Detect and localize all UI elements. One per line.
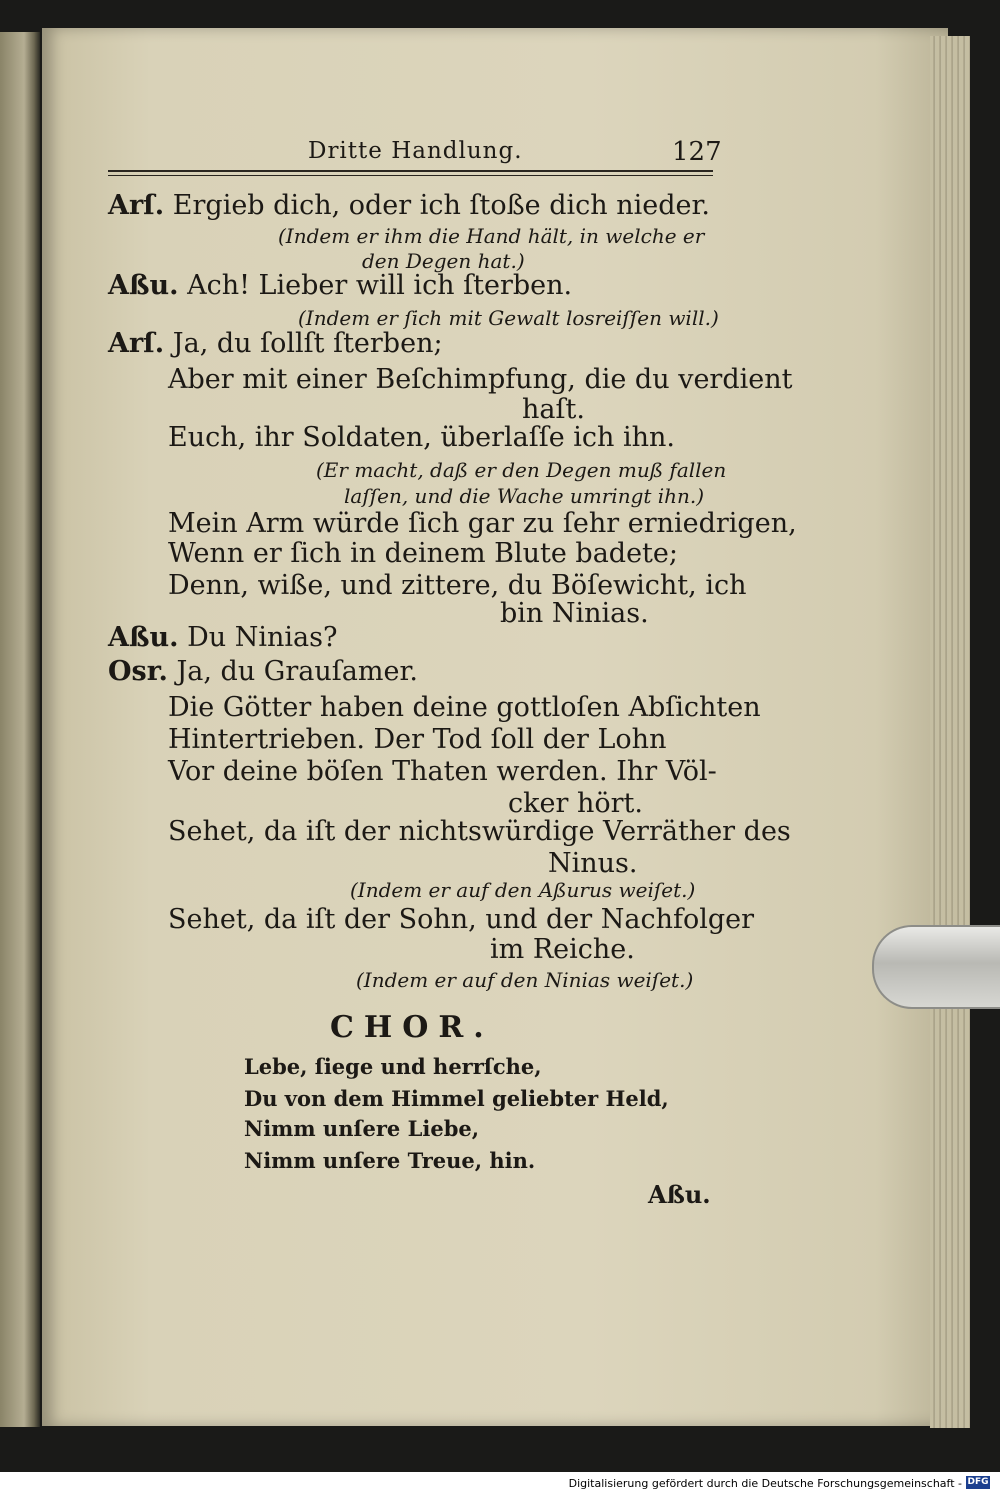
stage-direction: laſſen, und die Wache umringt ihn.) [344, 484, 705, 508]
page-number: 127 [672, 137, 722, 167]
line-text: cker hört. [508, 788, 643, 819]
footer-credit: Digitalisierung gefördert durch die Deutsche Forschungsgemeinschaft - [568, 1477, 962, 1490]
header-rule-thin [108, 175, 713, 176]
stage-direction: (Indem er auf den Aßurus weiſet.) [350, 878, 696, 902]
stage-direction: (Indem er ihm die Hand hält, in welche er [278, 224, 705, 248]
speaker-label: Arſ. [108, 190, 165, 221]
page-clip-tab [872, 925, 1000, 1009]
chorus-line: Lebe, ſiege und herrſche, [244, 1054, 542, 1079]
stage-direction: (Indem er ſich mit Gewalt losreiſſen will.) [298, 306, 719, 330]
line-text: Mein Arm würde ſich gar zu ſehr erniedrigen, [168, 508, 797, 539]
line-text: Sehet, da iſt der Sohn, und der Nachfolger [168, 904, 755, 935]
speaker-label: Arſ. [108, 328, 165, 359]
line-text: Denn, wiße, und zittere, du Böſewicht, ich [168, 570, 747, 601]
line-text: Ach! Lieber will ich ſterben. [187, 270, 573, 301]
chorus-line: Nimm unſere Treue, hin. [244, 1148, 536, 1173]
line-text: Vor deine böſen Thaten werden. Ihr Völ- [168, 756, 717, 787]
text-line [108, 190, 710, 221]
line-text: Sehet, da iſt der nichtswürdige Verräther des [168, 816, 791, 847]
dfg-logo-icon: DFG [967, 1477, 989, 1487]
text-line [108, 270, 572, 301]
left-page-edge [0, 32, 40, 1427]
line-text: Wenn er ſich in deinem Blute badete; [168, 538, 678, 569]
text-line [108, 656, 418, 687]
line-text: bin Ninias. [500, 598, 649, 629]
header-rule [108, 170, 713, 172]
line-text: Ja, du ſollſt ſterben; [172, 328, 443, 359]
line-text: Ergieb dich, oder ich ſtoße dich nieder. [172, 190, 711, 221]
footer-bar [0, 1472, 1000, 1495]
line-text: Aber mit einer Beſchimpfung, die du verdient [168, 364, 793, 395]
running-header: Dritte Handlung. [308, 138, 523, 164]
speaker-label: Osr. [108, 656, 168, 687]
speaker-label: Aßu. [108, 270, 179, 301]
line-text: Die Götter haben deine gottloſen Abſichten [168, 692, 761, 723]
line-text: Hintertrieben. Der Tod ſoll der Lohn [168, 724, 667, 755]
chorus-line: Nimm unſere Liebe, [244, 1116, 480, 1141]
line-text: Du Ninias? [187, 622, 338, 653]
chorus-heading: CHOR. [330, 1010, 494, 1045]
line-text: haſt. [522, 394, 585, 425]
text-line [108, 622, 337, 653]
line-text: Ja, du Grauſamer. [176, 656, 418, 687]
chorus-line: Du von dem Himmel geliebter Held, [244, 1086, 669, 1111]
line-text: im Reiche. [490, 934, 635, 965]
stage-direction: (Indem er auf den Ninias weiſet.) [356, 968, 694, 992]
page-edges [930, 36, 970, 1428]
line-text: Ninus. [548, 848, 638, 879]
line-text: Euch, ihr Soldaten, überlaſſe ich ihn. [168, 422, 676, 453]
stage-direction: (Er macht, daß er den Degen muß fallen [316, 458, 727, 482]
text-line [108, 328, 443, 359]
catchword: Aßu. [648, 1180, 711, 1209]
stage-direction: den Degen hat.) [362, 249, 525, 273]
speaker-label: Aßu. [108, 622, 179, 653]
